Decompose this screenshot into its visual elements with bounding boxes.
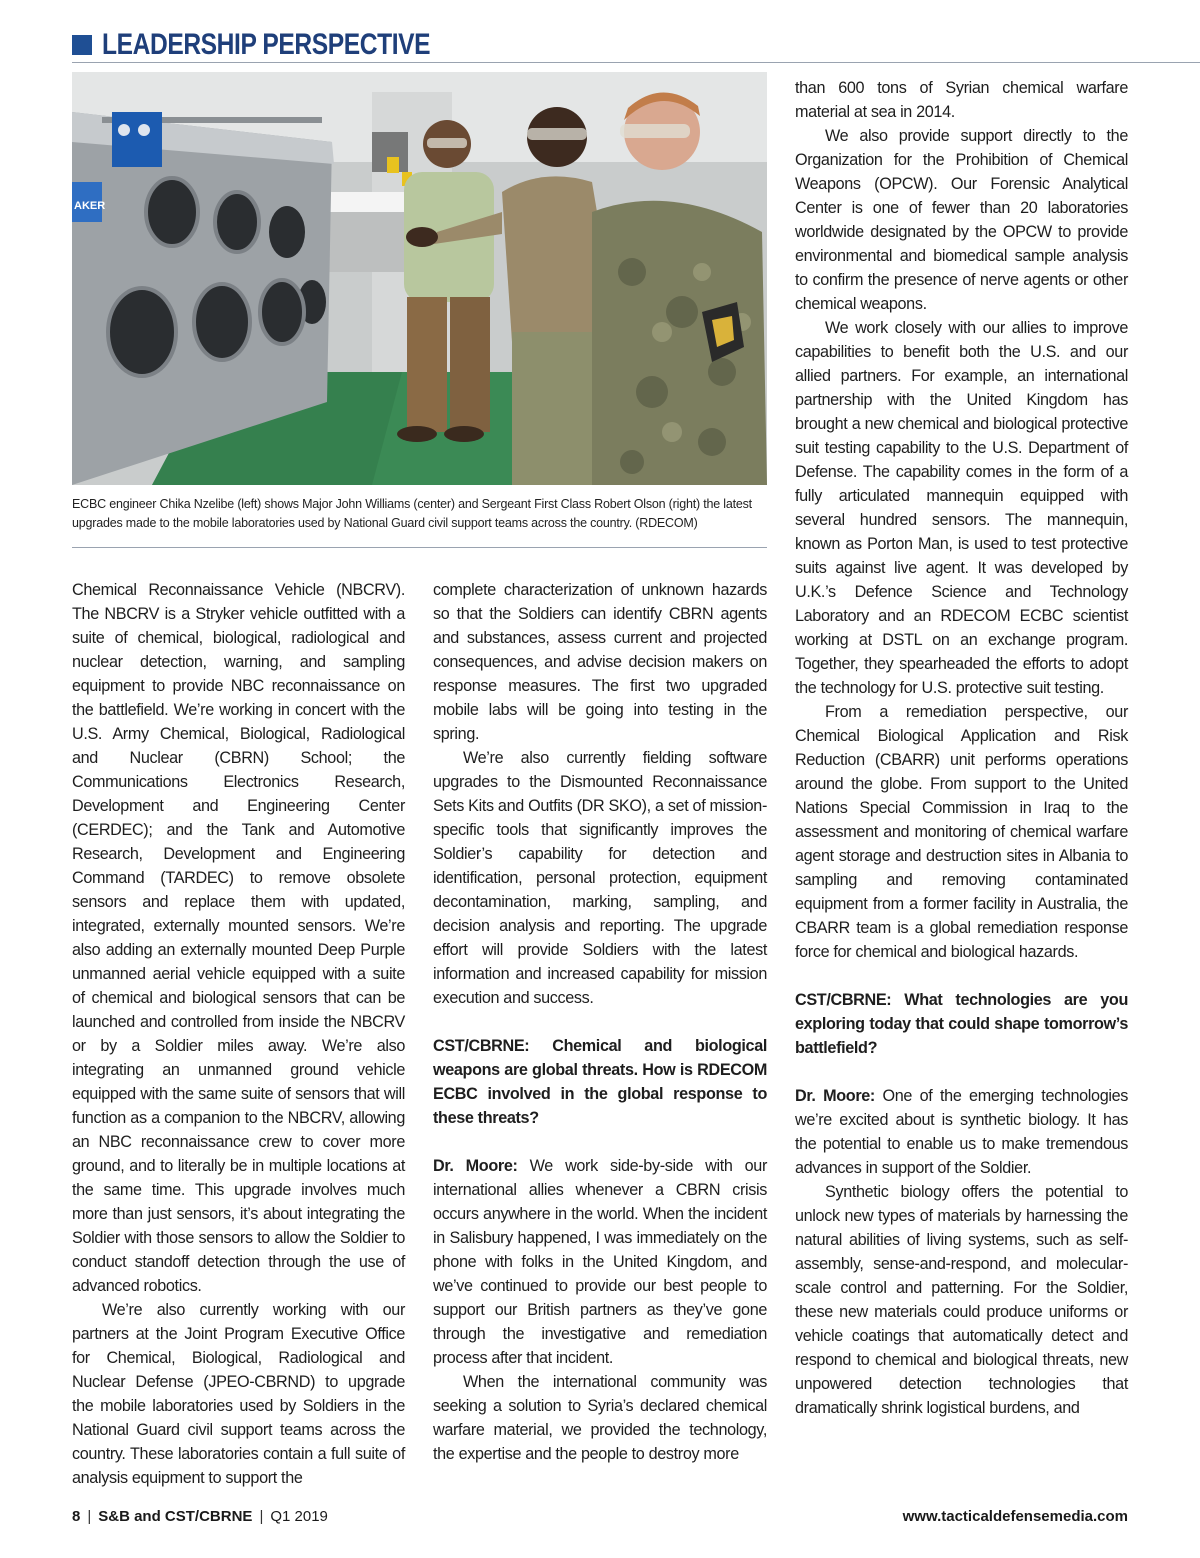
answer-text: One of the emerging technologies we’re excited about is synthetic biology. It has the potential to enable us to make tremendous advances in support of the Soldier. (795, 1087, 1128, 1177)
section-header (72, 28, 502, 62)
section-title: LEADERSHIP PERSPECTIVE (102, 28, 431, 61)
paragraph: Chemical Reconnaissance Vehicle (NBCRV). The NBCRV is a Stryker vehicle outfitted with a suite of chemical, biological, radiological and nuclear detection, warning, and sampling equipment to provide NBC reconnaissance on the battlefield. We’re working in concert with the U.S. Army Chemical, Biological, Radiological and Nuclear (CBRN) School; the Communications Electronics Research, Development and Engineering Center (CERDEC); and the Tank and Automotive Research, Development and Engineering Command (TARDEC) to remove obsolete sensors and replace them with updated, integrated, externally mounted sensors. We’re also adding an externally mounted Deep Purple unmanned aerial vehicle equipped with a suite of chemical and biological sensors that can be launched and controlled from inside the NBCRV or by a Soldier miles away. We’re also integrating an unmanned ground vehicle equipped with the same suite of sensors that will function as a companion to the NBCRV, allowing an NBC reconnaissance crew to cover more ground, and to literally be in multiple locations at the same time. This upgrade involves much more than just sensors, it’s about integrating the Soldier with those sensors to allow the Soldier to conduct standoff detection through the use of advanced robotics. (72, 581, 405, 1295)
paragraph: Synthetic biology offers the potential to unlock new types of materials by harnessing the natural abilities of living systems, such as self-assembly, sense-and-respond, and molecular-scale control and patterning. For the Soldier, these new materials could produce uniforms or vehicle coatings that automatically detect and respond to chemical and biological threats, new unpowered detection technologies that dramatically shrink logistical burdens, and (795, 1183, 1128, 1417)
issue-label: Q1 2019 (270, 1508, 328, 1525)
interview-question: CST/CBRNE: What technologies are you exploring today that could shape tomorrow’s battlefield? (795, 991, 1128, 1057)
paragraph: We work closely with our allies to improve capabilities to benefit both the U.S. and our allied partners. For example, an international partnership with the United Kingdom has brought a new chemical and biological protective suit testing capability to the U.S. Department of Defense. The capability comes in the form of a fully articulated mannequin equipped with several hundred sensors. The mannequin, known as Porton Man, is used to test protective suits against live agent. It was developed by U.K.’s Defence Science and Technology Laboratory and an RDECOM ECBC scientist working at DSTL on an exchange program. Together, they spearheaded the efforts to adopt the technology for U.S. protective suit testing. (795, 319, 1128, 697)
paragraph: We also provide support directly to the Organization for the Prohibition of Chemical Weapons (OPCW). Our Forensic Analytical Center is one of fewer than 20 laboratories worldwide designated by the OPCW to provide environmental and biomedical sample analysis to confirm the presence of nerve agents or other chemical weapons. (795, 127, 1128, 313)
paragraph: We’re also currently working with our partners at the Joint Program Executive Office for Chemical, Biological, Radiological and Nuclear Defense (JPEO-CBRND) to upgrade the mobile laboratories used by Soldiers in the National Guard civil support teams across the country. These laboratories contain a full suite of analysis equipment to support the (72, 1301, 405, 1487)
paragraph: than 600 tons of Syrian chemical warfare material at sea in 2014. (795, 79, 1128, 121)
article-column-2 (433, 578, 767, 1466)
interview-question: CST/CBRNE: Chemical and biological weapons are global threats. How is RDECOM ECBC involved in the global response to these threats? (433, 1037, 767, 1127)
photo-caption: ECBC engineer Chika Nzelibe (left) shows Major John Williams (center) and Sergeant First Class Robert Olson (right) the latest upgrades made to the mobile laboratories used by National Guard civil support teams across the country. (RDECOM) (72, 497, 752, 530)
footer-left (72, 1508, 328, 1525)
caption-divider (72, 547, 767, 548)
paragraph: We’re also currently fielding software upgrades to the Dismounted Reconnaissance Sets Kits and Outfits (DR SKO), a set of mission-specific tools that significantly improves the Soldier’s capability for detection and identification, personal protection, equipment decontamination, marking, sampling, and decision analysis and reporting. The upgrade effort will provide Soldiers with the latest information and increased capability for mission execution and success. (433, 749, 767, 1007)
page-number: 8 (72, 1508, 81, 1525)
footer-separator: | (259, 1508, 264, 1525)
article-photo (72, 72, 767, 485)
speaker-label: Dr. Moore: (795, 1087, 875, 1105)
magazine-name: S&B and CST/CBRNE (98, 1508, 253, 1525)
paragraph: complete characterization of unknown hazards so that the Soldiers can identify CBRN agents and substances, assess current and projected consequences, and advise decision makers on response measures. The first two upgraded mobile labs will be going into testing in the spring. (433, 581, 767, 743)
article-column-3 (795, 76, 1128, 1420)
glovebox-sign-text: AKER (74, 200, 106, 212)
article-column-1 (72, 578, 405, 1490)
footer-separator: | (87, 1508, 92, 1525)
answer-text: We work side-by-side with our international allies whenever a CBRN crisis occurs anywhere in the world. When the incident in Salisbury happened, I was immediately on the phone with folks in the United Kingdom, and we’ve continued to provide our best people to support our British partners as they’ve gone through the investigative and remediation process after that incident. (433, 1157, 768, 1367)
header-square-icon (72, 35, 92, 55)
interview-answer (433, 1154, 767, 1370)
paragraph: When the international community was seeking a solution to Syria’s declared chemical warfare material, we provided the technology, the expertise and the people to destroy more (433, 1373, 767, 1463)
header-divider (72, 62, 1200, 63)
interview-answer (795, 1084, 1128, 1180)
speaker-label: Dr. Moore: (433, 1157, 518, 1175)
footer-url[interactable]: www.tacticaldefensemedia.com (902, 1508, 1128, 1525)
paragraph: From a remediation perspective, our Chemical Biological Application and Risk Reduction (CBARR) unit performs operations around the globe. From support to the United Nations Special Commission in Iraq to the assessment and monitoring of chemical warfare agent storage and destruction sites in Albania to sampling and removing contaminated equipment from a former facility in Australia, the CBARR team is a global remediation response force for chemical and biological hazards. (795, 703, 1128, 961)
